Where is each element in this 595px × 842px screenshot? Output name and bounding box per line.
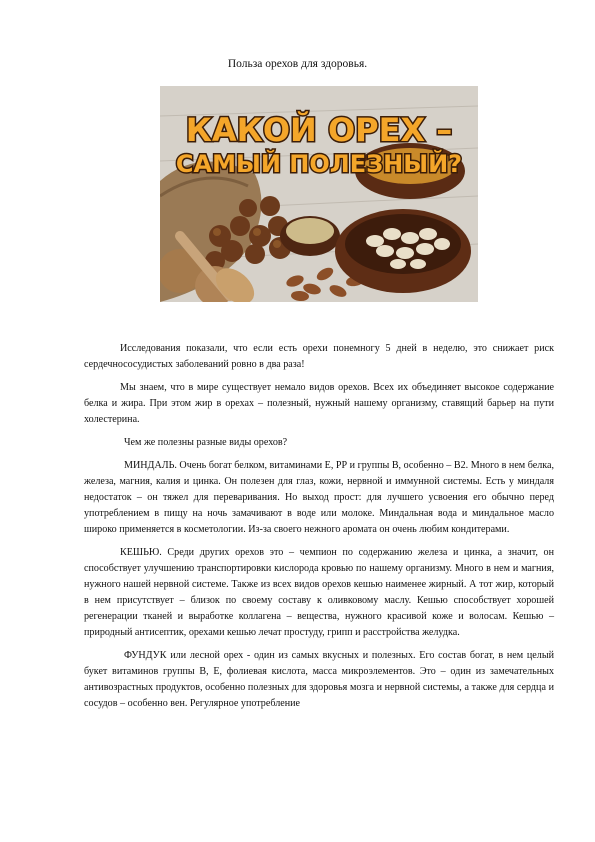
hero-image [160, 86, 478, 302]
paragraph-intro: Исследования показали, что если есть орехи понемногу 5 дней в неделю, это снижает риск сердечнососудистых заболеваний ровно в два раза! [84, 343, 554, 370]
paragraph-almond: МИНДАЛЬ. Очень богат белком, витаминами Е, РР и группы В, особенно – В2. Много в нем белка, железа, магния, калия и цинка. Он полезен для глаз, кожи, нервной и иммунной системы. Есть у миндаля недостаток – он тяжел для переваривания. Но выход прост: для лучшего усвоения его обычно перед употреблением в пищу на ночь замачивают в воде или молоке. Миндальная вода и миндальное масло широко применяется в косметологии. Из-за своего нежного аромата он очень любим кондитерами. [84, 460, 554, 535]
paragraph-cashew: КЕШЬЮ. Среди других орехов это – чемпион по содержанию железа и цинка, а значит, он способствует улучшению транспортировки кислорода кровью по нашему организму. Много в нем и магния, нужного нашей нервной системе. Также из всех видов орехов кешью наименее жирный. А тот жир, который в нем присутствует – близок по своему составу к оливковому маслу. Кешью способствует хорошей регенерации тканей и выработке коллагена – вещества, нужного красивой коже и волосам. Кешью – природный антисептик, орехами кешью лечат простуду, грипп и расстройства желудка. [84, 547, 554, 638]
paragraph-hazelnut: ФУНДУК или лесной орех - один из самых вкусных и полезных. Его состав богат, в нем целый букет витаминов группы В, Е, фолиевая кислота, масса микроэлементов. Это – один из замечательных антивозрастных продуктов, особенно полезных для здоровья мозга и нервной системы, а также для сердца и сосудов – особенно вен. Регулярное употребление [84, 650, 554, 709]
document-title: Польза орехов для здоровья. [227, 58, 368, 70]
paragraph-question: Чем же полезны разные виды орехов? [124, 437, 288, 448]
paragraph-fats: Мы знаем, что в мире существует немало видов орехов. Всех их объединяет высокое содержание белка и жира. При этом жир в орехах – полезный, нужный нашему организму, ставящий барьер на пути холестерина. [84, 382, 554, 425]
hero-headline-line2: САМЫЙ ПОЛЕЗНЫЙ? [175, 150, 463, 178]
hero-headline-line1: КАКОЙ ОРЕХ – [185, 111, 453, 149]
article-body [84, 341, 554, 719]
